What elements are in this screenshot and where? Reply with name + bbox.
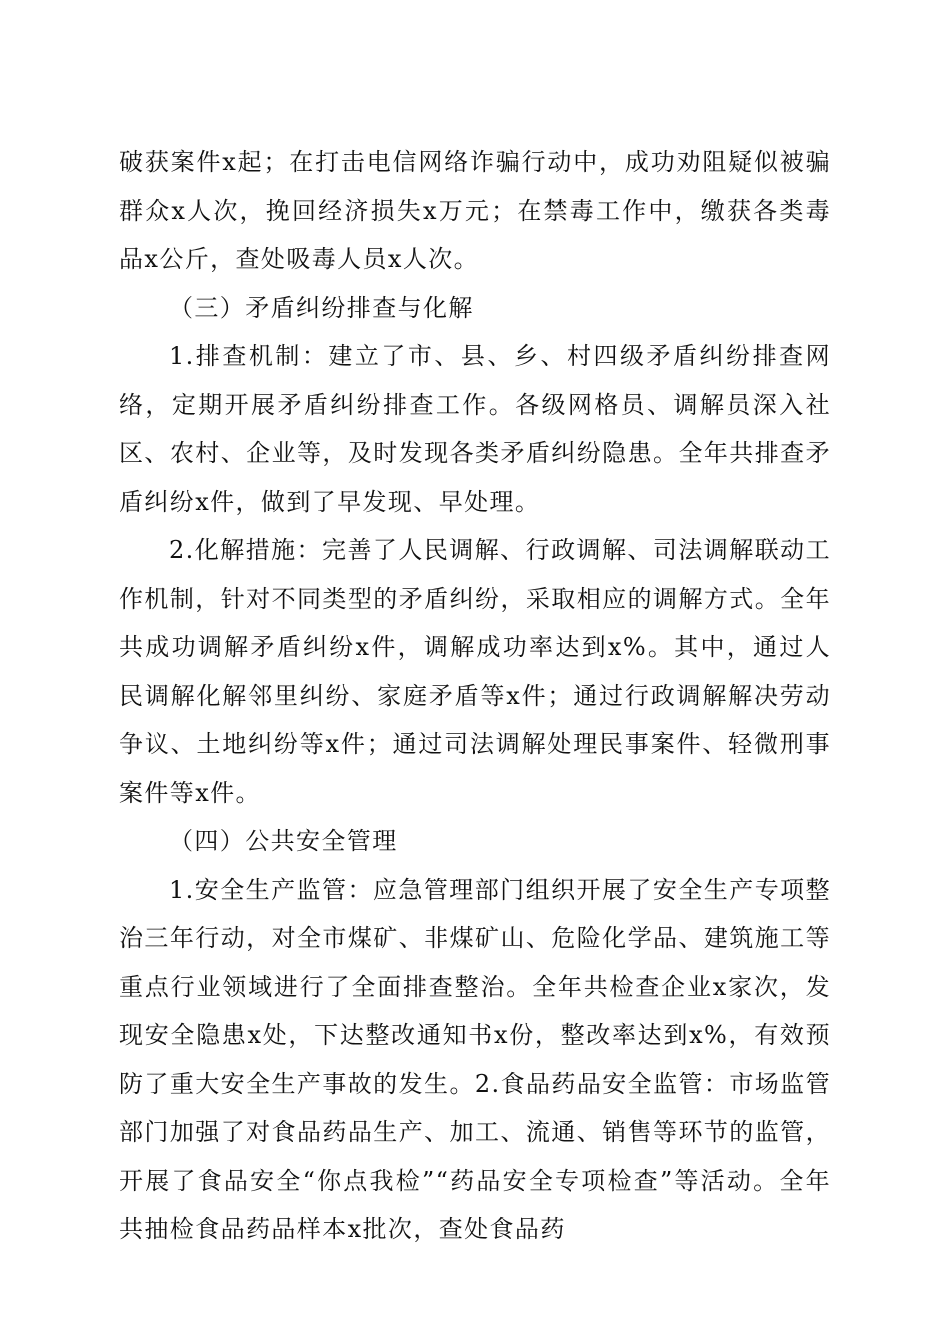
paragraph-case-results: 破获案件x起；在打击电信网络诈骗行动中，成功劝阻疑似被骗群众x人次，挽回经济损失x万元；在禁毒工作中，缴获各类毒品x公斤，查处吸毒人员x人次。 bbox=[119, 148, 831, 273]
section-heading-public-safety: （四）公共安全管理 bbox=[169, 827, 398, 855]
paragraph-investigation-mechanism: 1.排查机制：建立了市、县、乡、村四级矛盾纠纷排查网络，定期开展矛盾纠纷排查工作。各级网格员、调解员深入社区、农村、企业等，及时发现各类矛盾纠纷隐患。全年共排查矛盾纠纷x件，做到了早发现、早处理。 bbox=[119, 342, 831, 516]
paragraph-resolution-measures: 2.化解措施：完善了人民调解、行政调解、司法调解联动工作机制，针对不同类型的矛盾纠纷，采取相应的调解方式。全年共成功调解矛盾纠纷x件，调解成功率达到x%。其中，通过人民调解化解邻里纠纷、家庭矛盾等x件；通过行政调解解决劳动争议、土地纠纷等x件；通过司法调解处理民事案件、轻微刑事案件等x件。 bbox=[119, 536, 831, 807]
section-heading-dispute-resolution: （三）矛盾纠纷排查与化解 bbox=[169, 293, 474, 322]
document-body bbox=[119, 138, 831, 1254]
paragraph-safety-supervision: 1.安全生产监管：应急管理部门组织开展了安全生产专项整治三年行动，对全市煤矿、非煤矿山、危险化学品、建筑施工等重点行业领域进行了全面排查整治。全年共检查企业x家次，发现安全隐患x处，下达整改通知书x份，整改率达到x%，有效预防了重大安全生产事故的发生。2.食品药品安全监管：市场监管部门加强了对食品药品生产、加工、流通、销售等环节的监管，开展了食品安全“你点我检”“药品安全专项检查”等活动。全年共抽检食品药品样本x批次，查处食品药 bbox=[119, 875, 831, 1243]
